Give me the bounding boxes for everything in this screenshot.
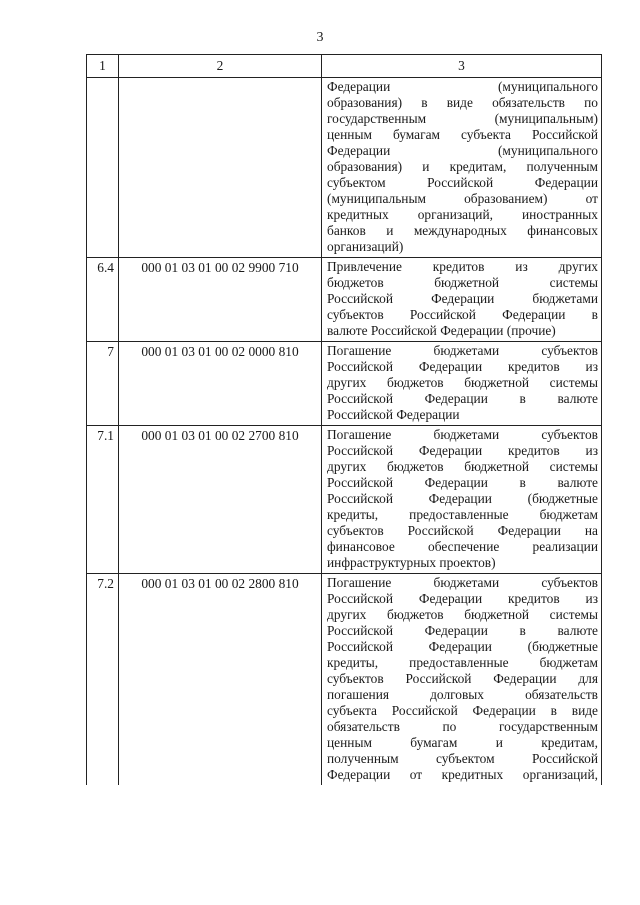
- row-number: 7.1: [87, 426, 119, 574]
- description-line: субъектов Российской Федерации для: [327, 671, 598, 686]
- description-line: ценным бумагам субъекта Российской: [327, 127, 598, 142]
- description-line: Российской Федерации в валюте: [327, 475, 598, 490]
- description-line: других бюджетов бюджетной системы: [327, 375, 598, 390]
- description-line: субъектом Российской Федерации: [327, 175, 598, 190]
- description-line: (муниципальным образованием) от: [327, 191, 598, 206]
- description-line: кредиты, предоставленные бюджетам: [327, 507, 598, 522]
- description-line: кредитных организаций, иностранных: [327, 207, 598, 222]
- description-line: организаций): [327, 239, 404, 254]
- description-line: Федерации от кредитных организаций,: [327, 767, 598, 782]
- budget-code: 000 01 03 01 00 02 0000 810: [119, 342, 322, 426]
- row-description: [322, 574, 602, 786]
- description-line: субъектов Российской Федерации на: [327, 523, 598, 538]
- description-line: ценным бумагам и кредитам,: [327, 735, 598, 750]
- column-header-1: 1: [87, 55, 119, 78]
- description-line: Погашение бюджетами субъектов: [327, 343, 598, 358]
- row-description: [322, 342, 602, 426]
- table-row: [87, 258, 602, 342]
- description-line: Российской Федерации кредитов из: [327, 591, 598, 606]
- budget-code: 000 01 03 01 00 02 9900 710: [119, 258, 322, 342]
- description-line: валюте Российской Федерации (прочие): [327, 323, 556, 338]
- column-header-3: 3: [322, 55, 602, 78]
- budget-code: [119, 78, 322, 258]
- description-line: погашения долговых обязательств: [327, 687, 598, 702]
- description-line: Привлечение кредитов из других: [327, 259, 598, 274]
- description-line: субъектов Российской Федерации в: [327, 307, 598, 322]
- column-header-2: 2: [119, 55, 322, 78]
- budget-code: 000 01 03 01 00 02 2700 810: [119, 426, 322, 574]
- description-line: финансовое обеспечение реализации: [327, 539, 598, 554]
- budget-table: [86, 54, 602, 785]
- row-number: 7.2: [87, 574, 119, 786]
- row-number: 7: [87, 342, 119, 426]
- description-line: образования) и кредитам, полученным: [327, 159, 598, 174]
- table-row: [87, 342, 602, 426]
- description-line: полученным субъектом Российской: [327, 751, 598, 766]
- description-line: обязательств по государственным: [327, 719, 598, 734]
- page-number: 3: [316, 30, 324, 45]
- row-description: [322, 258, 602, 342]
- description-line: Российской Федерации (бюджетные: [327, 491, 598, 506]
- table-row: [87, 426, 602, 574]
- description-line: других бюджетов бюджетной системы: [327, 459, 598, 474]
- table-row: [87, 78, 602, 258]
- description-line: Погашение бюджетами субъектов: [327, 575, 598, 590]
- row-description: [322, 426, 602, 574]
- description-line: бюджетов бюджетной системы: [327, 275, 598, 290]
- description-line: Российской Федерации в валюте: [327, 391, 598, 406]
- description-line: Российской Федерации: [327, 407, 460, 422]
- table-header-row: [87, 55, 602, 78]
- table-row: [87, 574, 602, 786]
- description-line: инфраструктурных проектов): [327, 555, 496, 570]
- description-line: государственным (муниципальным): [327, 111, 598, 126]
- row-number: 6.4: [87, 258, 119, 342]
- description-line: Погашение бюджетами субъектов: [327, 427, 598, 442]
- description-line: банков и международных финансовых: [327, 223, 598, 238]
- description-line: образования) в виде обязательств по: [327, 95, 598, 110]
- description-line: Российской Федерации в валюте: [327, 623, 598, 638]
- description-line: субъекта Российской Федерации в виде: [327, 703, 598, 718]
- row-description: [322, 78, 602, 258]
- description-line: Российской Федерации (бюджетные: [327, 639, 598, 654]
- description-line: Федерации (муниципального: [327, 79, 598, 94]
- row-number: [87, 78, 119, 258]
- description-line: Российской Федерации кредитов из: [327, 359, 598, 374]
- budget-code: 000 01 03 01 00 02 2800 810: [119, 574, 322, 786]
- description-line: кредиты, предоставленные бюджетам: [327, 655, 598, 670]
- description-line: Российской Федерации бюджетами: [327, 291, 598, 306]
- description-line: Российской Федерации кредитов из: [327, 443, 598, 458]
- description-line: других бюджетов бюджетной системы: [327, 607, 598, 622]
- description-line: Федерации (муниципального: [327, 143, 598, 158]
